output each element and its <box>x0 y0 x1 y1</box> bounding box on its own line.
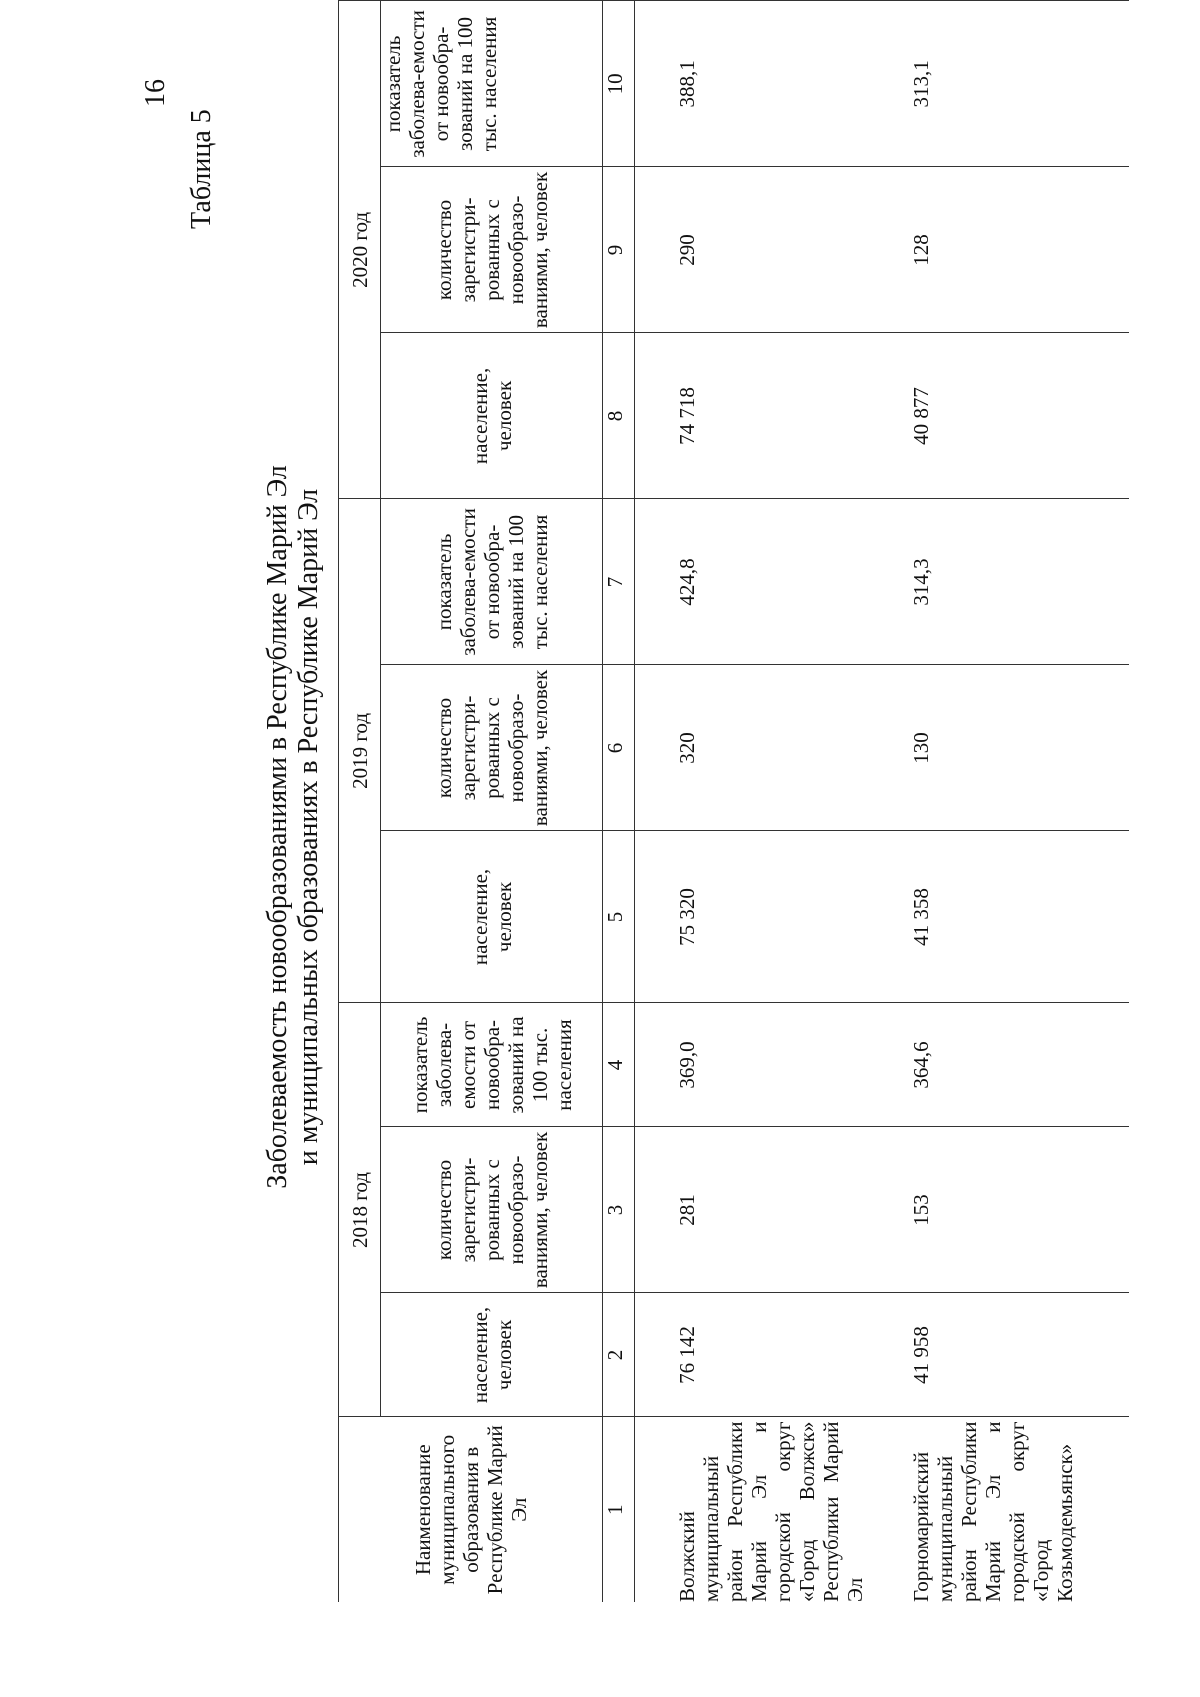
column-number: 3 <box>603 1127 635 1293</box>
header-population-2020: население, человек <box>381 333 603 499</box>
header-population-2019: население, человек <box>381 831 603 1003</box>
table-row <box>635 1 896 1602</box>
header-rate-2019: показатель заболева-емости от новообра-зований на 100 тыс. населения <box>381 499 603 665</box>
header-registered-2018: количество зарегистри-рованных с новообразо-ваниями, человек <box>381 1127 603 1293</box>
table-title-line-1: Заболеваемость новообразованиями в Республике Марий Эл <box>262 465 293 1189</box>
registered-2018-cell: 153 <box>895 1127 1129 1293</box>
registered-2020-cell: 290 <box>635 167 896 333</box>
page-number: 16 <box>140 79 171 107</box>
header-row-years <box>339 1 381 1602</box>
municipality-name-text: Волжский муниципальный район Республики Марий Эл и городской округ «Город Волжск» Республики Марий Эл <box>675 1421 867 1602</box>
registered-2019-cell: 320 <box>635 665 896 831</box>
rate-2020-cell: 388,1 <box>635 1 896 167</box>
population-2020-cell: 74 718 <box>635 333 896 499</box>
municipality-name <box>635 1417 896 1602</box>
header-rate-2020: показатель заболева-емости от новообра-зований на 100 тыс. населения <box>381 1 603 167</box>
header-municipality: Наименование муниципального образования в Республике Марий Эл <box>339 1417 603 1602</box>
column-number: 7 <box>603 499 635 665</box>
column-number: 2 <box>603 1293 635 1417</box>
rate-2018-cell: 369,0 <box>635 1003 896 1127</box>
population-2020-cell: 40 877 <box>895 333 1129 499</box>
rate-2020-cell: 313,1 <box>895 1 1129 167</box>
header-year-2020: 2020 год <box>339 1 381 499</box>
column-number: 1 <box>603 1417 635 1602</box>
population-2019-cell: 41 358 <box>895 831 1129 1003</box>
rate-2019-cell: 424,8 <box>635 499 896 665</box>
table-title-line-2: и муниципальных образованиях в Республике Марий Эл <box>293 488 324 1166</box>
table-label: Таблица 5 <box>186 109 217 229</box>
rate-2019-cell: 314,3 <box>895 499 1129 665</box>
header-registered-2019: количество зарегистри-рованных с новообразо-ваниями, человек <box>381 665 603 831</box>
column-number: 8 <box>603 333 635 499</box>
column-number: 4 <box>603 1003 635 1127</box>
registered-2020-cell: 128 <box>895 167 1129 333</box>
column-number: 10 <box>603 1 635 167</box>
header-year-2018: 2018 год <box>339 1003 381 1417</box>
table-row <box>895 1 1129 1602</box>
column-number-row <box>603 1 635 1602</box>
header-population-2018: население, человек <box>381 1293 603 1417</box>
population-2019-cell: 75 320 <box>635 831 896 1003</box>
registered-2019-cell: 130 <box>895 665 1129 831</box>
population-2018-cell: 76 142 <box>635 1293 896 1417</box>
header-rate-2018: показатель заболева-емости от новообра-зований на 100 тыс. населения <box>381 1003 603 1127</box>
municipality-name-text: Горномарийский муниципальный район Республики Марий Эл и городской округ «Город Козьмодемьянск» <box>909 1421 1077 1602</box>
rate-2018-cell: 364,6 <box>895 1003 1129 1127</box>
registered-2018-cell: 281 <box>635 1127 896 1293</box>
header-year-2019: 2019 год <box>339 499 381 1003</box>
header-registered-2020: количество зарегистри-рованных с новообразо-ваниями, человек <box>381 167 603 333</box>
morbidity-table <box>338 0 1129 1602</box>
column-number: 6 <box>603 665 635 831</box>
header-row-columns <box>381 1 603 1602</box>
column-number: 5 <box>603 831 635 1003</box>
municipality-name <box>895 1417 1129 1602</box>
column-number: 9 <box>603 167 635 333</box>
population-2018-cell: 41 958 <box>895 1293 1129 1417</box>
